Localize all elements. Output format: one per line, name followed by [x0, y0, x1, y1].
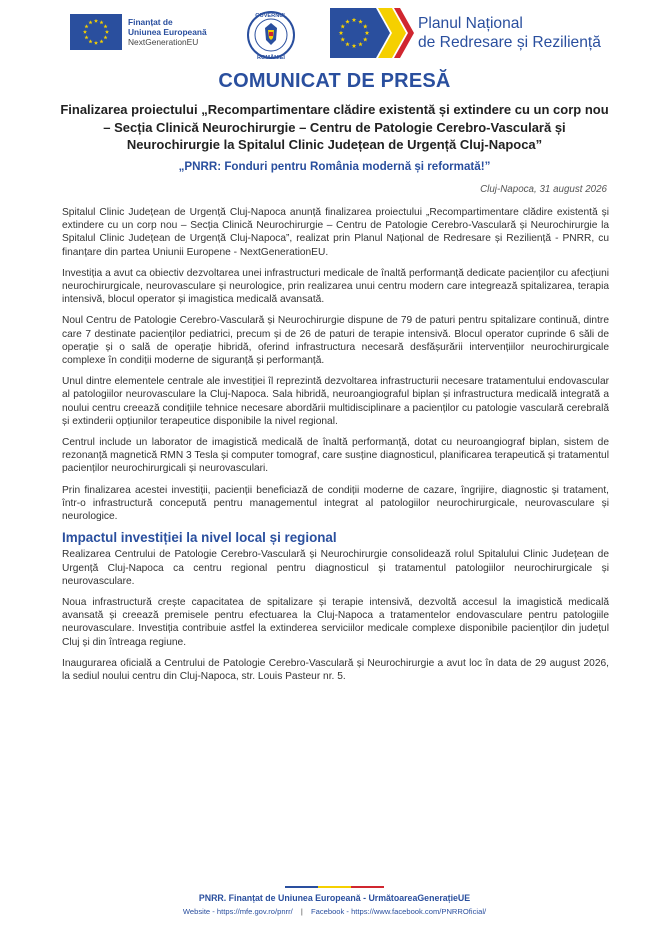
footer-funding-line: PNRR. Finanțat de Uniunea Europeană - UrmătoareaGenerațieUE — [198, 893, 471, 903]
footer-tricolor-divider — [285, 886, 384, 888]
footer-links — [0, 907, 669, 916]
eu-flag-icon — [70, 14, 122, 50]
body-paragraph: Centrul include un laborator de imagistică medicală de înaltă performanță, dotat cu neuroangiograf biplan, sistem de rezonanță magnetică RMN 3 Tesla și computer tomograf, care susține diagnosticul, planificarea terapeutică și tratamentul pacienților neurochirurgicali și neurovasculari. — [62, 437, 609, 475]
eu-logo-line2: Uniunea Europeană — [128, 27, 207, 37]
body-paragraph: Investiția a avut ca obiectiv dezvoltarea unei infrastructuri medicale de înaltă performanță dedicate pacienților cu afecțiuni neurochirurgicale, neurovasculare și neurologice, prin realizarea unui centru modern care integrează spitalizarea, terapia intensivă, blocul operator și imagistica medicală avansată. — [62, 267, 609, 306]
body-paragraph: Unul dintre elementele centrale ale investiției îl reprezintă dezvoltarea infrastructurii necesare tratamentului endovascular al patologiilor neurovasculare la Cluj-Napoca. Sala hibridă, neuroangiograful biplan și infrastructura medicală integrată a noului centru creează condițiile tehnice necesare abordării multidisciplinare a pacienților cu patologie vasculară cerebrală și extinderii opțiunilor terapeutice disponibile la nivel regional. — [62, 376, 609, 427]
pnrr-logo-line2: de Redresare și Reziliență — [418, 34, 601, 51]
gov-logo-text-top: GUVERNUL — [255, 13, 287, 19]
footer-website-link[interactable]: Website - https://mfe.gov.ro/pnrr/ — [182, 907, 293, 916]
body-paragraph: Noul Centru de Patologie Cerebro-Vasculară și Neurochirurgie dispune de 79 de paturi pentru spitalizare continuă, dintre care 7 destinate pacienților pediatrici, precum și de 26 de paturi de terapie intensivă. Blocul operator cuprinde 6 săli de operație și o sală de operație hibridă, oferind infrastructura necesară desfășurării intervențiilor neurochirurgicale complexe în condiții moderne de siguranță și performanță. — [62, 315, 609, 367]
eu-logo-line1: Finanțat de — [128, 17, 173, 27]
slogan: „PNRR: Fonduri pentru România modernă și reformată!” — [178, 160, 491, 173]
dateline: Cluj-Napoca, 31 august 2026 — [480, 184, 607, 195]
pnrr-logo — [330, 8, 601, 58]
section-paragraph: Noua infrastructură crește capacitatea de spitalizare și terapie intensivă, dezvoltă accesul la imagistică medicală avansată și creează premisele pentru efectuarea la Cluj-Napoca a tratamentelor endovasculare pentru patologiile neurovasculare. Investiția contribuie astfel la extinderea serviciilor medicale complexe disponibile pacienților din județul Cluj și din întreaga regiune. — [62, 597, 609, 648]
footer-separator: | — [300, 907, 303, 916]
page-header — [0, 8, 669, 68]
press-release-body — [62, 206, 609, 691]
project-subtitle: Finalizarea proiectului „Recompartimentare clădire existentă și extindere cu un corp nou – Secția Clinică Neurochirurgie – Centru de Patologie Cerebro-Vasculară și Neurochirurgie la Spitalul Clinic Județean de Urgență Cluj-Napoca” — [60, 102, 609, 152]
gov-logo-text-bottom: ROMÂNIEI — [257, 55, 285, 61]
section-paragraph: Inaugurarea oficială a Centrului de Patologie Cerebro-Vasculară și Neurochirurgie a avut loc în data de 29 august 2026, la sediul noului centru din Cluj-Napoca, str. Louis Pasteur nr. 5. — [62, 657, 609, 683]
pnrr-logo-line1: Planul Național — [418, 15, 523, 32]
eu-logo-line3: NextGenerationEU — [128, 37, 199, 47]
pnrr-mark-icon — [330, 8, 414, 58]
page-title: COMUNICAT DE PRESĂ — [218, 70, 451, 92]
romanian-government-seal-icon — [246, 8, 296, 62]
section-paragraph: Realizarea Centrului de Patologie Cerebro-Vasculară și Neurochirurgie consolidează rolul Spitalului Clinic Județean de Urgență Cluj-Napoca ca centru regional pentru diagnosticul și tratamentul patologiilor neurochirurgicale și neurovasculare. — [62, 549, 609, 587]
footer-facebook-link[interactable]: Facebook - https://www.facebook.com/PNRROficial/ — [310, 907, 487, 916]
body-paragraph: Spitalul Clinic Județean de Urgență Cluj-Napoca anunță finalizarea proiectului „Recompartimentare clădire existentă și extindere cu un corp nou – Secția Clinică Neurochirurgie – Centru de Patologie Cerebro-Vasculară și Neurochirurgie la Spitalul Clinic Județean de Urgență Cluj-Napoca”, realizat prin Planul Național de Redresare și Reziliență - PNRR, cu finanțare din partea Uniunii Europene - NextGenerationEU. — [62, 207, 609, 258]
body-paragraph: Prin finalizarea acestei investiții, pacienții beneficiază de condiții moderne de cazare, îngrijire, diagnostic și tratament, într-o infrastructură concepută pentru managementul integrat al patologiilor neurochirurgicale, neurovasculare și neurologice. — [62, 484, 609, 523]
eu-funding-logo — [70, 14, 207, 50]
section-heading: Impactul investiției la nivel local și regional — [62, 530, 337, 546]
